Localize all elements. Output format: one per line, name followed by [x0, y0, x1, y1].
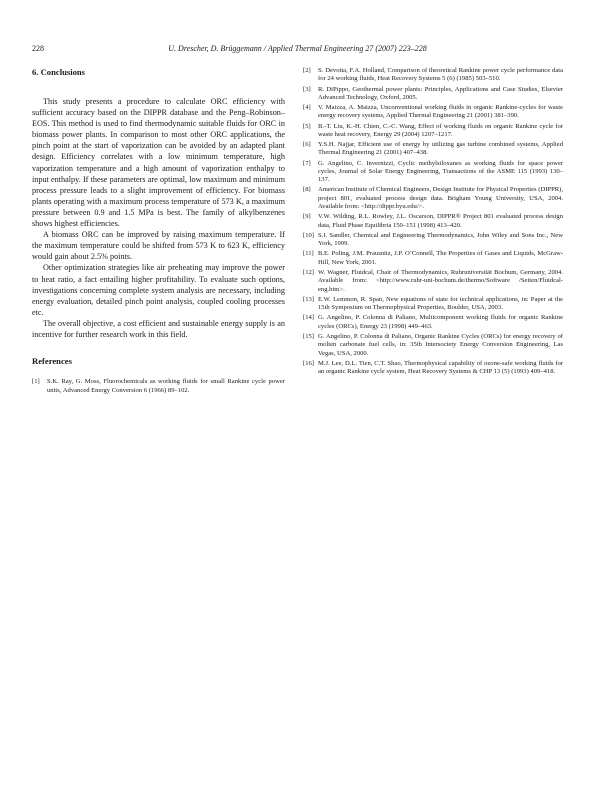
- paragraph: This study presents a procedure to calculate ORC efficiency with sufficient accuracy based on the DIPPR database and the Peng–Robinson–EOS. This method is used to find thermodynamic suitable fluids for ORC in biomass power plants. In comparison to most other ORC applications, the pinch point at the start of vaporization can be avoided by an adapted plant design. Efficiency correlates with a low minimum temperature, high vaporization temperature and a high amount of vaporization enthalpy to input enthalpy. If these parameters are optimal, low maximum and minimum process pressure leads to a slight improvement of efficiency. For biomass plants operating with a maximum process temperature of 573 K, a maximum pressure between 0.9 and 1.5 MPa is best. The family of alkylbenzenes shows highest efficiencies.: [32, 97, 285, 229]
- reference-item: [303, 232, 563, 249]
- reference-number: [10]: [303, 231, 314, 239]
- section-title: 6. Conclusions: [32, 67, 86, 77]
- reference-text: G. Angelino, P. Colonna di Paliano, Organic Rankine Cycles (ORCs) for energy recovery of molten carbonate fuel cells, in: 35th Intersociety Energy Conversion Engineering, Las Vegas, USA, 2000.: [318, 332, 563, 357]
- reference-text: G. Angelino, C. Invernizzi, Cyclic methylsiloxanes as working fluids for space power cycles, Journal of Solar Energy Engineering, Transactions of the ASME 115 (1993) 130–137.: [318, 159, 563, 184]
- reference-item: [303, 160, 563, 185]
- reference-text: S.K. Ray, G. Moss, Fluorochemicals as working fluids for small Rankine cycle power units, Advanced Energy Conversion 6 (1966) 89–102.: [47, 378, 285, 394]
- reference-text: B.E. Poling, J.M. Prausnitz, J.P. O’Connell, The Properties of Gases and Liquids, McGraw-Hill, New York, 2001.: [318, 250, 563, 266]
- reference-item: [32, 378, 285, 395]
- reference-text: V.W. Wilding, R.L. Rowley, J.L. Oscarson, DIPPR® Project 801 evaluated process design data, Fluid Phase Equilibria 150–151 (1998) 413–420.: [318, 213, 563, 229]
- reference-number: [9]: [303, 213, 311, 221]
- reference-list-left: [32, 378, 285, 395]
- paragraph: A biomass ORC can be improved by raising maximum temperature. If the maximum temperature could be shifted from 573 K to 623 K, efficiency would gain about 2.5% points.: [32, 230, 285, 262]
- reference-text: S.I. Sandler, Chemical and Engineering Thermodynamics, John Wiley and Sons Inc., New York, 1999.: [318, 231, 563, 248]
- page-header: [32, 44, 563, 56]
- reference-item: [303, 186, 563, 211]
- reference-number: [15]: [303, 332, 314, 340]
- running-title: U. Drescher, D. Brüggemann / Applied Thermal Engineering 27 (2007) 223–228: [168, 44, 427, 53]
- reference-text: W. Wagner, Fluidcal, Chair of Thermodynamics, Ruhruniversität Bochum, Germany, 2004. Available from: <http://www.ruhr-uni-bochum.de/thermo/Software /Seiten/Fluidcal-eng.htm>.: [318, 268, 563, 293]
- reference-text: E.W. Lemmon, R. Span, New equations of state for technical applications, in: Paper at the 15th Symposium on Thermophysical Properties, Boulder, USA, 2003.: [318, 295, 563, 312]
- reference-item: [303, 67, 563, 84]
- reference-text: B.-T. Liu, K.-H. Chien, C.-C. Wang, Effect of working fluids on organic Rankine cycle for waste heat recovery, Energy 29 (2004) 1207–1217.: [318, 122, 563, 138]
- right-column: [303, 67, 563, 378]
- paragraph: The overall objective, a cost efficient and sustainable energy supply is an incentive for further research work in this field.: [32, 318, 285, 339]
- reference-number: [4]: [303, 104, 311, 111]
- reference-item: [303, 250, 563, 267]
- reference-number: [16]: [303, 359, 314, 367]
- reference-number: [13]: [303, 295, 314, 303]
- reference-text: R. DiPippo, Geothermal power plants: Principles, Applications and Case Studies, Elsevier Advanced Technology, Oxford, 2005.: [318, 85, 563, 101]
- reference-text: S. Devotta, F.A. Holland, Comparison of theoretical Rankine power cycle performance data for 24 working fluids, Heat Recovery Systems 5 (6) (1985) 503–510.: [318, 67, 563, 83]
- reference-number: [7]: [303, 159, 311, 167]
- reference-number: [2]: [303, 67, 311, 74]
- reference-number: [12]: [303, 268, 314, 276]
- reference-number: [11]: [303, 250, 314, 258]
- reference-item: [303, 360, 563, 377]
- reference-item: [303, 296, 563, 313]
- reference-text: M.J. Lee, D.L. Tien, C.T. Shao, Thermophysical capability of ozone-safe working fluids for an organic Rankine cycle system, Heat Recovery Systems & CHP 13 (5) (1993) 409–418.: [318, 359, 563, 376]
- paragraph: Other optimization strategies like air preheating may improve the power to heat ratio, a fact entailing higher profitability. To evaluate such options, investigations concerning complete system analysis are necessary, including energy evaluation, detailed pinch point analysis, coupled cooling processes etc.: [32, 263, 285, 317]
- reference-item: [303, 314, 563, 331]
- reference-number: [1]: [32, 378, 40, 386]
- reference-item: [303, 86, 563, 103]
- reference-text: G. Angelino, P. Colonna di Paliano, Multicomponent working fluids for organic Rankine cycles (ORCs), Energy 23 (1998) 449–463.: [318, 314, 563, 330]
- references-title: References: [32, 356, 72, 367]
- reference-text: V. Maizza, A. Maizza, Unconventional working fluids in organic Rankine-cycles for waste energy recovery systems, Applied Thermal Engineering 21 (2001) 381–390.: [318, 104, 563, 120]
- reference-item: [303, 213, 563, 230]
- reference-item: [303, 141, 563, 158]
- left-column: [32, 67, 285, 397]
- reference-number: [6]: [303, 141, 311, 148]
- reference-list-right: [303, 67, 563, 377]
- reference-number: [3]: [303, 85, 311, 93]
- page-number: 228: [32, 44, 44, 53]
- reference-item: [303, 123, 563, 140]
- reference-text: American Institute of Chemical Engineers, Design Institute for Physical Properties (DIPPR), project 801, evaluated process design data. Brigham Young University, USA, 2004. Available from: <http://dippr.byu.edu/>.: [318, 186, 563, 211]
- reference-item: [303, 333, 563, 358]
- reference-number: [8]: [303, 186, 311, 194]
- reference-item: [303, 269, 563, 294]
- reference-number: [5]: [303, 122, 311, 130]
- reference-number: [14]: [303, 314, 314, 322]
- reference-item: [303, 104, 563, 121]
- reference-text: Y.S.H. Najjar, Efficient use of energy by utilizing gas turbine combined systems, Applied Thermal Engineering 21 (2001) 407–438.: [318, 141, 563, 157]
